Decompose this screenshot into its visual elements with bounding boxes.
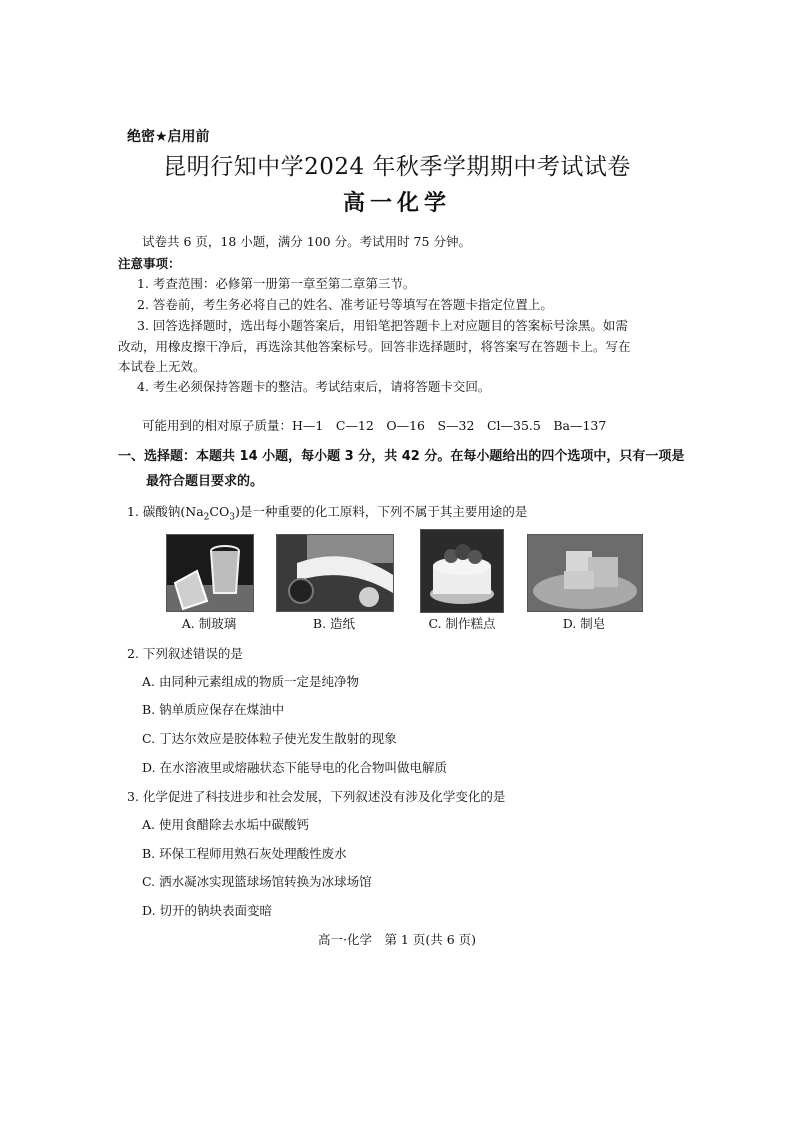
q3-option-b: B. 环保工程师用熟石灰处理酸性废水 — [142, 846, 347, 861]
cake-icon — [420, 529, 504, 613]
q2-option-a: A. 由同种元素组成的物质一定是纯净物 — [142, 674, 359, 689]
section-heading-cont: 最符合题目要求的。 — [146, 474, 264, 489]
subscript: 3 — [229, 512, 235, 523]
exam-title: 昆明行知中学2024 年秋季学期期中考试试卷 — [163, 154, 631, 180]
note-item: 4. 考生必须保持答题卡的整洁。考试结束后，请将答题卡交回。 — [137, 379, 491, 394]
confidential-label: 绝密★启用前 — [127, 129, 210, 145]
page-footer: 高一·化学 第 1 页(共 6 页) — [317, 932, 477, 947]
option-caption: C. 制作糕点 — [428, 616, 496, 631]
atomic-masses: 可能用到的相对原子质量：H—1 C—12 O—16 S—32 Cl—35.5 Ba—137 — [142, 418, 607, 433]
q3-option-a: A. 使用食醋除去水垢中碳酸钙 — [142, 817, 309, 832]
note-item: 2. 答卷前，考生务必将自己的姓名、准考证号等填写在答题卡指定位置上。 — [137, 297, 553, 312]
subscript: 2 — [203, 512, 210, 523]
q1-stem-part: )是一种重要的化工原料，下列不属于其主要用途的是 — [234, 504, 528, 519]
note-item: 1. 考查范围：必修第一册第一章至第二章第三节。 — [137, 276, 416, 291]
option-caption: A. 制玻璃 — [181, 616, 237, 631]
q2-option-c: C. 丁达尔效应是胶体粒子使光发生散射的现象 — [142, 731, 397, 746]
q2-option-d: D. 在水溶液里或熔融状态下能导电的化合物叫做电解质 — [142, 760, 448, 775]
glass-icon — [166, 534, 254, 612]
q1-stem-part: CO — [209, 504, 230, 519]
exam-subject: 高一化学 — [342, 191, 451, 216]
question-3-stem: 3. 化学促进了科技进步和社会发展，下列叙述没有涉及化学变化的是 — [127, 789, 506, 804]
option-caption: B. 造纸 — [312, 616, 356, 631]
q1-stem-part: 1. 碳酸钠(Na — [127, 504, 204, 519]
q3-option-c: C. 洒水凝冰实现篮球场馆转换为冰球场馆 — [142, 874, 372, 889]
note-item: 3. 回答选择题时，选出每小题答案后，用铅笔把答题卡上对应题目的答案标号涂黑。如需 — [137, 318, 628, 333]
option-caption: D. 制皂 — [562, 616, 606, 631]
q2-option-b: B. 钠单质应保存在煤油中 — [142, 702, 285, 717]
notes-heading: 注意事项： — [118, 256, 181, 271]
section-heading: 一、选择题：本题共 14 小题，每小题 3 分，共 42 分。在每小题给出的四个选项中，只有一项是 — [118, 449, 685, 464]
note-item: 本试卷上无效。 — [118, 359, 206, 374]
soap-icon — [527, 534, 643, 612]
exam-intro: 试卷共 6 页，18 小题，满分 100 分。考试用时 75 分钟。 — [142, 234, 471, 249]
paper-machine-icon — [276, 534, 394, 612]
question-2-stem: 2. 下列叙述错误的是 — [127, 646, 243, 661]
question-1-stem — [127, 502, 527, 523]
note-item: 改动，用橡皮擦干净后，再选涂其他答案标号。回答非选择题时，将答案写在答题卡上。写在 — [118, 339, 631, 354]
q3-option-d: D. 切开的钠块表面变暗 — [142, 903, 273, 918]
